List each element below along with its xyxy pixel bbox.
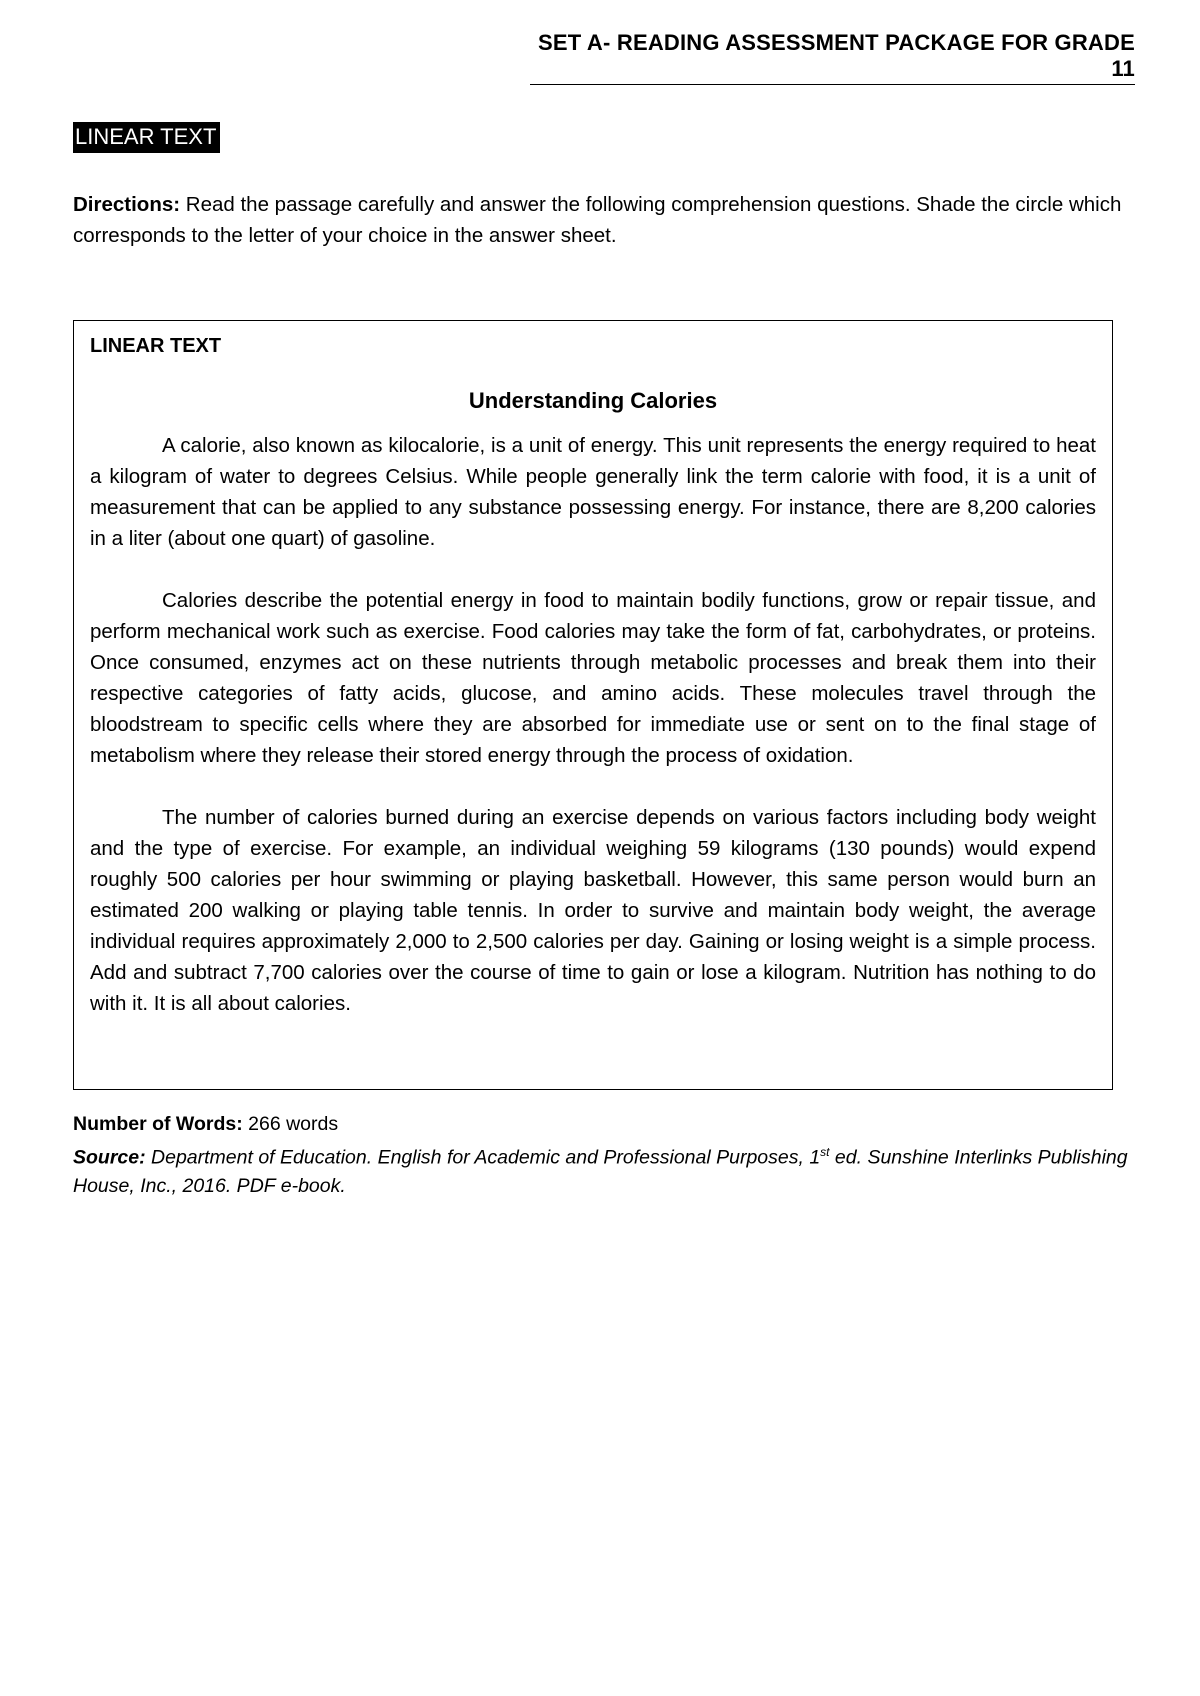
source-superscript: st [820,1145,830,1159]
source-text-continued: ed. Sunshine Interlinks Publishing House, Inc., 2016. PDF e-book. [73,1146,1128,1197]
passage-body [90,430,1096,1019]
passage-box [73,320,1113,1090]
word-count-value: 266 words [242,1113,339,1135]
passage-paragraph: A calorie, also known as kilocalorie, is a unit of energy. This unit represents the energy required to heat a kilogram of water to degrees Celsius. While people generally link the term calorie with food, it is a unit of measurement that can be applied to any substance possessing energy. For instance, there are 8,200 calories in a liter (about one quart) of gasoline. [90,434,1096,550]
passage-box-label: LINEAR TEXT [90,335,222,357]
source-text: Department of Education. English for Academic and Professional Purposes, 1 [145,1146,821,1169]
passage-paragraph: The number of calories burned during an exercise depends on various factors including body weight and the type of exercise. For example, an individual weighing 59 kilograms (130 pounds) would expend roughly 500 calories per hour swimming or playing basketball. However, this same person would burn an estimated 200 walking or playing table tennis. In order to survive and maintain body weight, the average individual requires approximately 2,000 to 2,500 calories per day. Gaining or losing weight is a simple process. Add and subtract 7,700 calories over the course of time to gain or lose a kilogram. Nutrition has nothing to do with it. It is all about calories. [90,806,1096,1015]
directions-label: Directions: [73,193,181,216]
document-header-title: SET A- READING ASSESSMENT PACKAGE FOR GRADE 11 [530,30,1135,85]
passage-paragraph: Calories describe the potential energy in food to maintain bodily functions, grow or repair tissue, and perform mechanical work such as exercise. Food calories may take the form of fat, carbohydrates, or proteins. Once consumed, enzymes act on these nutrients through metabolic processes and break them into their respective categories of fatty acids, glucose, and amino acids. These molecules travel through the bloodstream to specific cells where they are absorbed for immediate use or sent on to the final stage of metabolism where they release their stored energy through the process of oxidation. [90,589,1096,767]
section-label: LINEAR TEXT [73,122,220,153]
directions [73,189,1128,251]
passage-title: Understanding Calories [468,388,718,413]
word-count-label: Number of Words: [73,1113,243,1135]
passage-metadata [73,1110,1128,1200]
directions-text: Read the passage carefully and answer the following comprehension questions. Shade the circle which corresponds to the letter of your choice in the answer sheet. [73,193,1122,247]
word-count [73,1110,1128,1138]
source-citation [73,1138,1128,1200]
source-label: Source: [73,1146,146,1169]
